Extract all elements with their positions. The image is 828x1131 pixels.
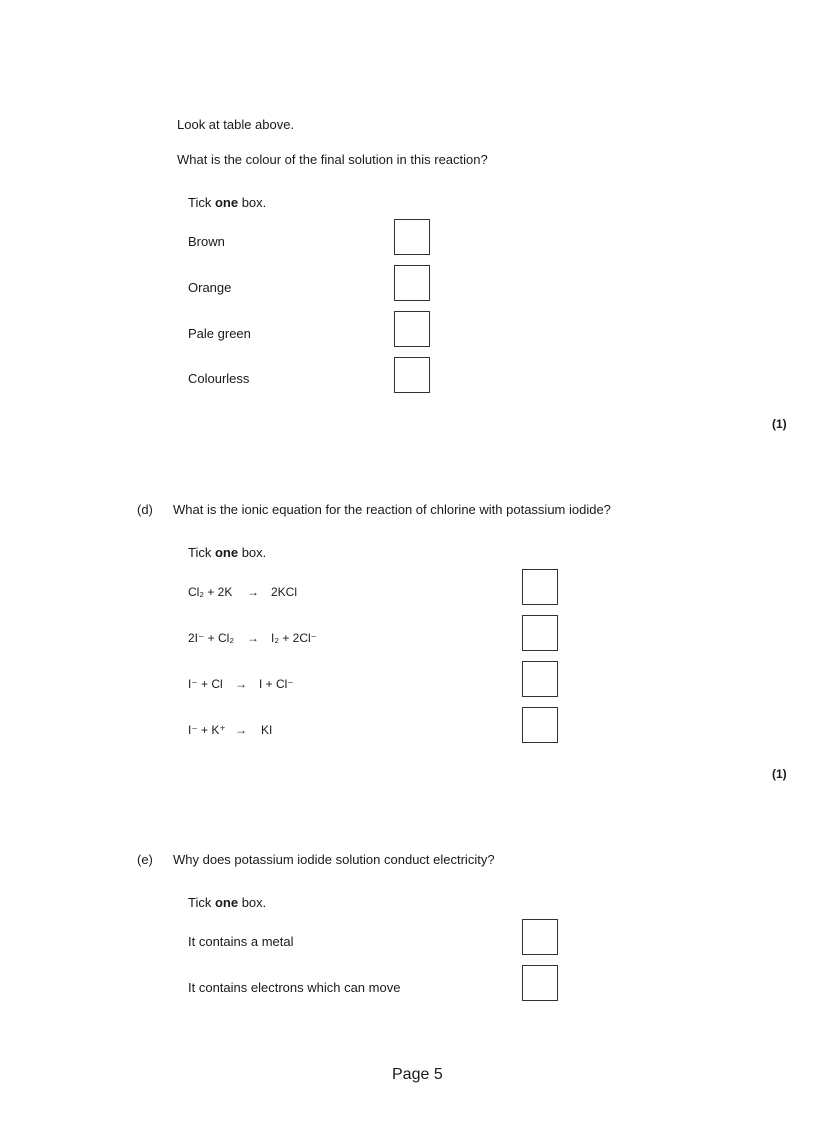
- option-e-metal: It contains a metal: [188, 934, 294, 949]
- equation-d-3-rhs: I + Cl⁻: [259, 677, 294, 691]
- tick-box-d-3[interactable]: [522, 661, 558, 697]
- page-number: Page 5: [392, 1066, 443, 1083]
- option-c-colourless: Colourless: [188, 371, 250, 386]
- equation-d-1-rhs: 2KCl: [271, 585, 298, 599]
- question-d-text: What is the ionic equation for the reaction of chlorine with potassium iodide?: [173, 502, 611, 517]
- option-c-orange: Orange: [188, 280, 232, 295]
- intro-text: Look at table above.: [177, 117, 295, 132]
- tick-box-c-orange[interactable]: [394, 265, 430, 301]
- equation-d-1-lhs: Cl₂ + 2K: [188, 585, 233, 599]
- option-e-electrons: It contains electrons which can move: [188, 980, 401, 995]
- arrow-icon: →: [247, 585, 259, 599]
- tick-box-d-4[interactable]: [522, 707, 558, 743]
- equation-d-2-rhs: I₂ + 2Cl⁻: [271, 631, 318, 645]
- question-c-text: What is the colour of the final solution in this reaction?: [177, 152, 488, 167]
- tick-box-e-electrons[interactable]: [522, 965, 558, 1001]
- tick-box-d-2[interactable]: [522, 615, 558, 651]
- tick-box-c-brown[interactable]: [394, 219, 430, 255]
- question-e-label: (e): [137, 852, 153, 867]
- option-c-brown: Brown: [188, 234, 225, 249]
- arrow-icon: →: [235, 677, 247, 691]
- tick-instruction-d: Tick one box.: [188, 545, 267, 560]
- equation-d-4-rhs: KI: [261, 723, 273, 737]
- tick-instruction-c: Tick one box.: [188, 195, 267, 210]
- mark-c: (1): [772, 417, 787, 431]
- equation-d-2-lhs: 2I⁻ + Cl₂: [188, 631, 235, 645]
- tick-box-d-1[interactable]: [522, 569, 558, 605]
- tick-box-c-pale-green[interactable]: [394, 311, 430, 347]
- question-e-text: Why does potassium iodide solution conduct electricity?: [173, 852, 495, 867]
- arrow-icon: →: [247, 631, 259, 645]
- equation-d-3-lhs: I⁻ + Cl: [188, 677, 223, 691]
- tick-box-e-metal[interactable]: [522, 919, 558, 955]
- tick-box-c-colourless[interactable]: [394, 357, 430, 393]
- equation-d-4-lhs: I⁻ + K⁺: [188, 723, 226, 737]
- arrow-icon: →: [235, 723, 247, 737]
- question-d-label: (d): [137, 502, 153, 517]
- tick-instruction-e: Tick one box.: [188, 895, 267, 910]
- mark-d: (1): [772, 767, 787, 781]
- option-c-pale-green: Pale green: [188, 326, 251, 341]
